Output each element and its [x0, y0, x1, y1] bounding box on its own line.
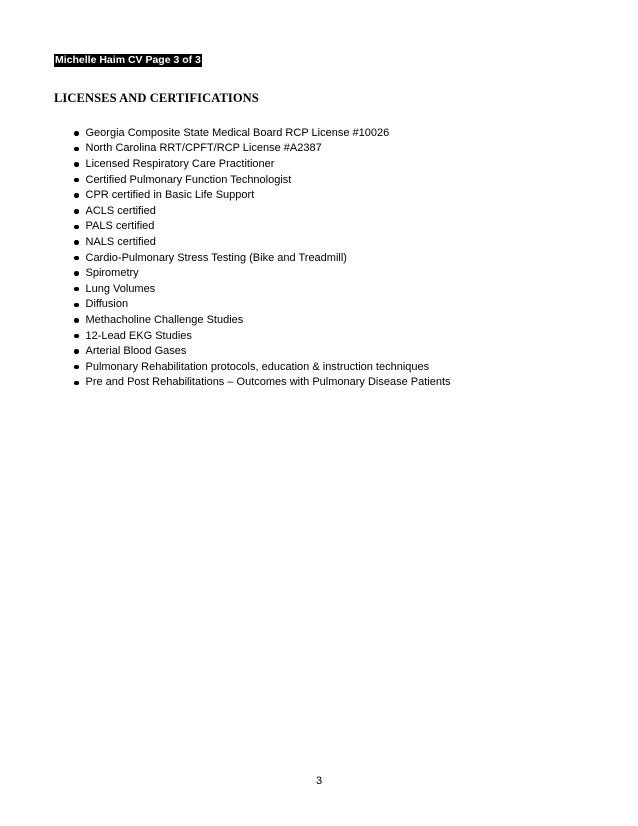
bullet-icon: [74, 131, 79, 136]
bullet-icon: [74, 318, 79, 323]
list-item-text: Diffusion: [85, 298, 129, 311]
bullet-icon: [74, 349, 79, 354]
bullet-icon: [74, 240, 79, 245]
page-header-label: Michelle Haim CV Page 3 of 3: [55, 54, 201, 66]
list-item-text: Spirometry: [85, 267, 139, 280]
list-item: [74, 313, 451, 329]
list-item: [74, 141, 451, 157]
list-item: [74, 266, 451, 282]
list-item-text: North Carolina RRT/CPFT/RCP License #A2387: [85, 142, 322, 155]
list-item-text: NALS certified: [85, 235, 156, 248]
list-item: [74, 235, 451, 251]
list-item: [74, 172, 451, 188]
list-item-text: CPR certified in Basic Life Support: [85, 189, 255, 202]
list-item: [74, 219, 451, 235]
list-item-text: Methacholine Challenge Studies: [85, 313, 244, 326]
list-item: [74, 375, 451, 391]
list-item-text: Lung Volumes: [85, 282, 156, 295]
section-title: LICENSES AND CERTIFICATIONS: [54, 91, 259, 105]
bullet-icon: [74, 193, 79, 198]
bullet-icon: [74, 287, 79, 292]
bullet-icon: [74, 271, 79, 276]
list-item-text: ACLS certified: [85, 204, 156, 217]
bullet-icon: [74, 225, 79, 230]
list-item-text: Licensed Respiratory Care Practitioner: [85, 157, 275, 170]
list-item: [74, 344, 451, 360]
list-item: [74, 250, 451, 266]
list-item-text: PALS certified: [85, 220, 155, 233]
list-item-text: Arterial Blood Gases: [85, 345, 187, 358]
list-item: [74, 188, 451, 204]
list-item: [74, 328, 451, 344]
list-item-text: Pre and Post Rehabilitations – Outcomes with Pulmonary Disease Patients: [85, 376, 451, 389]
list-item: [74, 203, 451, 219]
list-item: [74, 359, 451, 375]
list-item-text: Cardio-Pulmonary Stress Testing (Bike and Treadmill): [85, 251, 347, 264]
list-item: [74, 157, 451, 173]
bullet-icon: [74, 178, 79, 183]
bullet-icon: [74, 256, 79, 261]
bullet-icon: [74, 381, 79, 386]
list-item: [74, 297, 451, 313]
list-item: [74, 281, 451, 297]
bullet-icon: [74, 303, 79, 308]
bullet-icon: [74, 365, 79, 370]
page-number: 3: [315, 775, 323, 787]
bullet-icon: [74, 162, 79, 167]
list-item-text: Georgia Composite State Medical Board RCP License #10026: [85, 126, 390, 139]
bullet-icon: [74, 334, 79, 339]
certifications-list: [74, 126, 451, 391]
list-item-text: Certified Pulmonary Function Technologist: [85, 173, 292, 186]
list-item-text: Pulmonary Rehabilitation protocols, education & instruction techniques: [85, 360, 430, 373]
bullet-icon: [74, 209, 79, 214]
bullet-icon: [74, 147, 79, 152]
list-item-text: 12-Lead EKG Studies: [85, 329, 192, 342]
list-item: [74, 126, 451, 142]
